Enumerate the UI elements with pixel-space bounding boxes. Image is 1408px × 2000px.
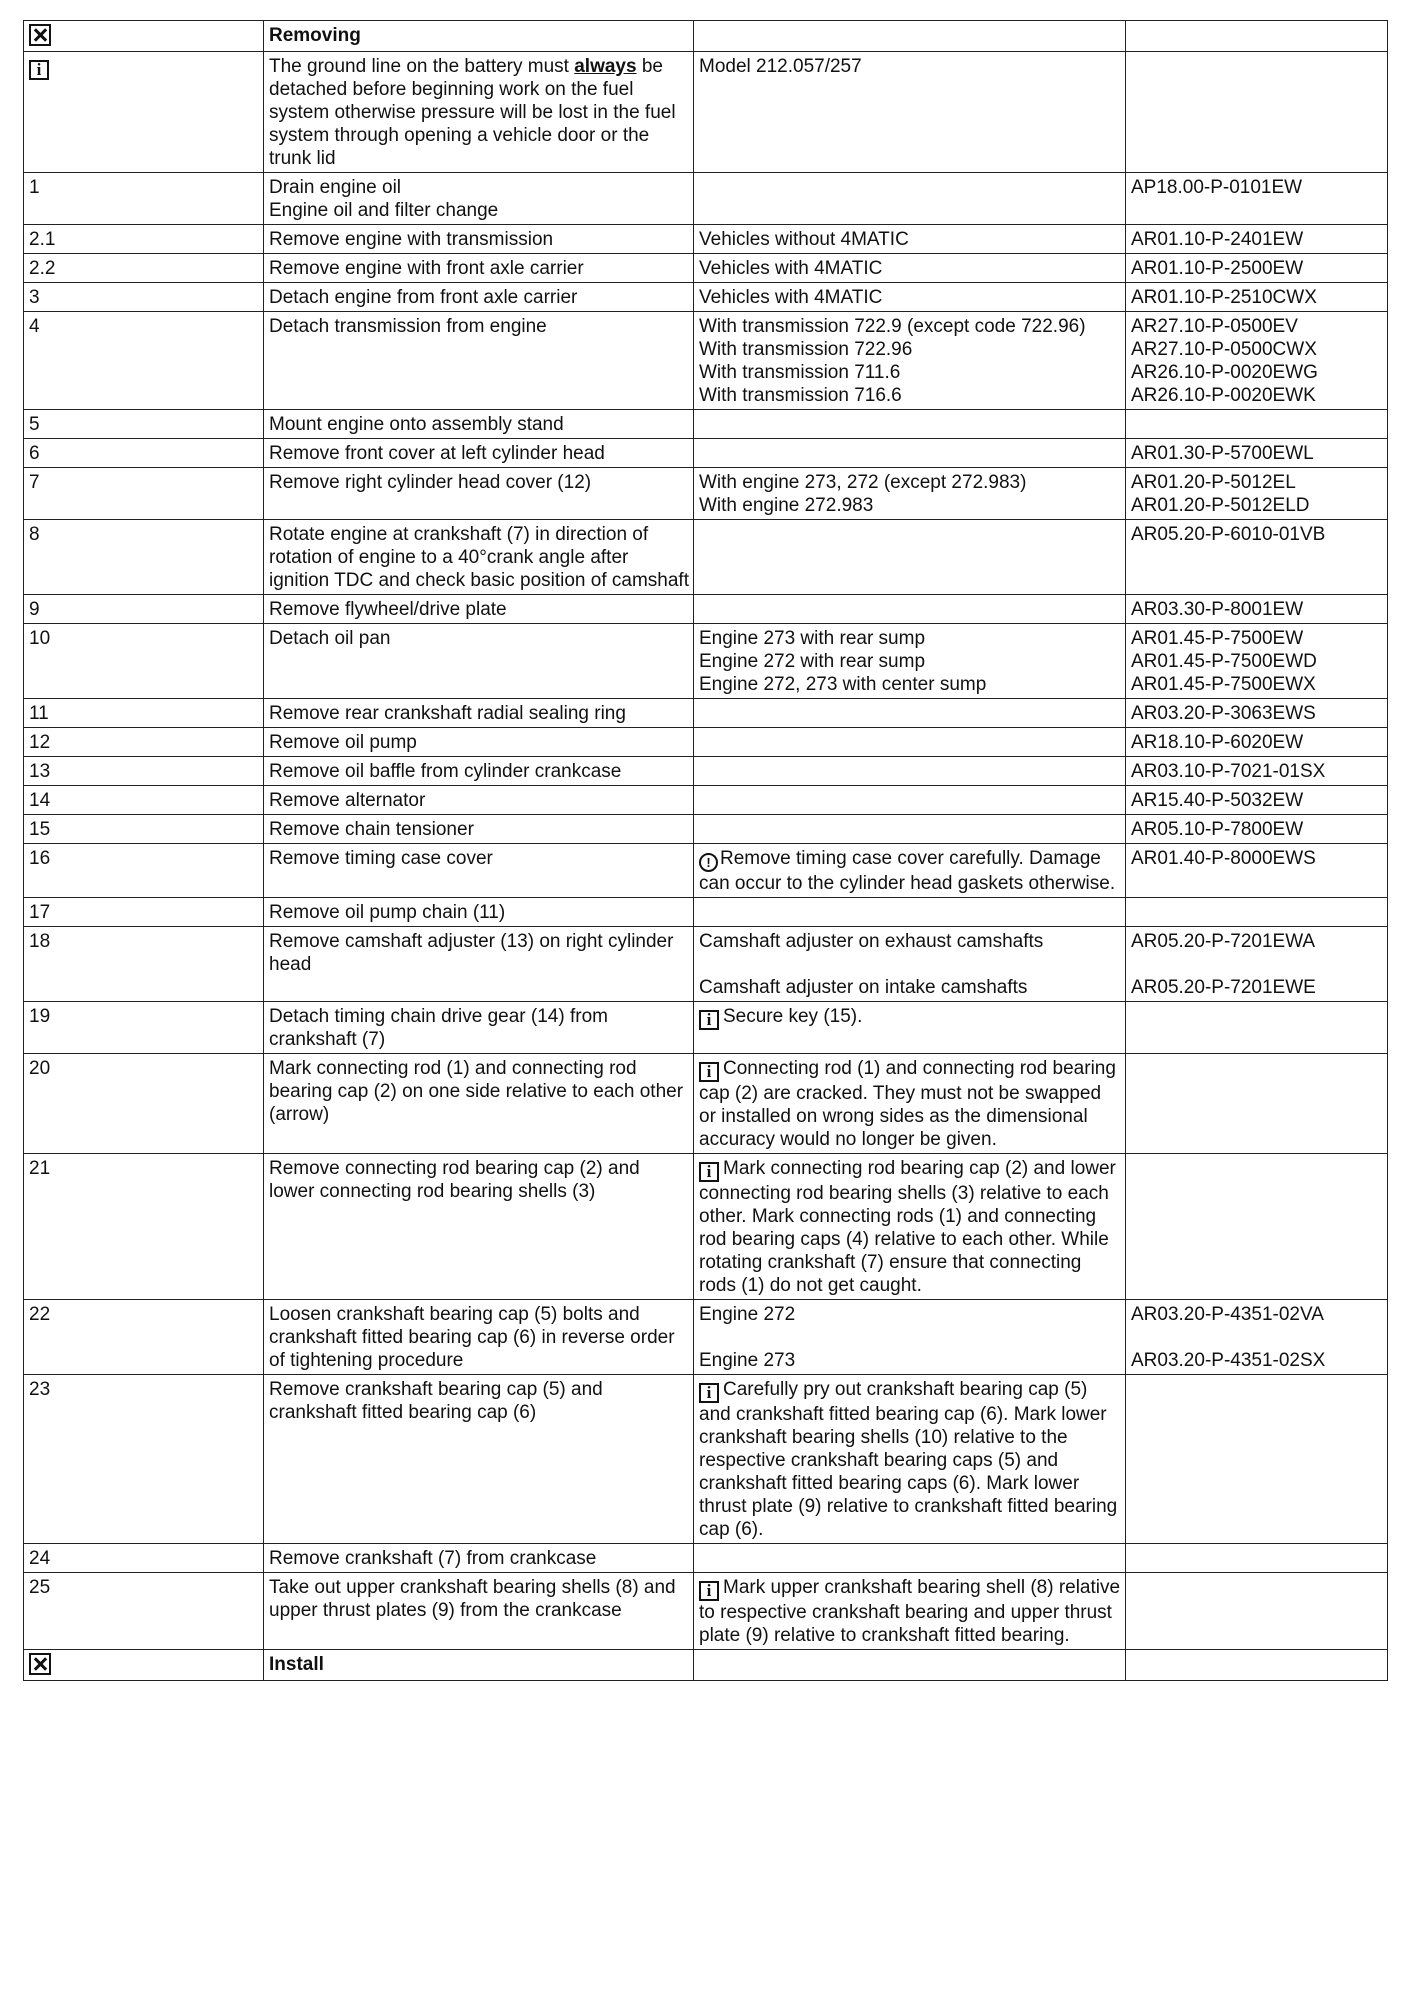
step-row (24, 1544, 1388, 1573)
condition-entry (699, 673, 1121, 696)
step-reference (1126, 1300, 1388, 1375)
step-reference (1126, 468, 1388, 520)
step-number: 8 (24, 520, 264, 595)
step-number: 16 (24, 844, 264, 898)
step-reference (1126, 1002, 1388, 1054)
step-action-line: Mark connecting rod (1) and connecting rod bearing cap (2) on one side relative to each other (arrow) (269, 1058, 684, 1125)
step-action-line: Remove camshaft adjuster (13) on right cylinder head (269, 931, 674, 975)
step-row (24, 1002, 1388, 1054)
reference-code: AR01.45-P-7500EWX (1131, 674, 1316, 695)
info-text-before: The ground line on the battery must (269, 56, 575, 77)
step-reference (1126, 1573, 1388, 1650)
step-condition (694, 595, 1126, 624)
step-action-line: Rotate engine at crankshaft (7) in direction of rotation of engine to a 40°crank angle after ignition TDC and check basic position of camshaft (269, 524, 689, 591)
step-action-line: Loosen crankshaft bearing cap (5) bolts and crankshaft fitted bearing cap (6) in reverse order of tightening procedure (269, 1304, 675, 1371)
step-number: 25 (24, 1573, 264, 1650)
reference-code: AR05.20-P-7201EWA (1131, 931, 1316, 952)
condition-text: Camshaft adjuster on intake camshafts (699, 977, 1028, 998)
step-action-line: Remove chain tensioner (269, 819, 474, 840)
reference-code: AR01.40-P-8000EWS (1131, 848, 1316, 869)
condition-entry (699, 471, 1121, 494)
step-reference (1126, 312, 1388, 410)
step-row (24, 927, 1388, 1002)
step-row (24, 624, 1388, 699)
step-row (24, 439, 1388, 468)
step-reference (1126, 728, 1388, 757)
step-condition (694, 225, 1126, 254)
step-condition (694, 898, 1126, 927)
step-reference (1126, 254, 1388, 283)
step-action (264, 927, 694, 1002)
step-reference (1126, 439, 1388, 468)
step-number: 5 (24, 410, 264, 439)
step-reference (1126, 173, 1388, 225)
step-action (264, 595, 694, 624)
condition-entry (699, 1057, 1121, 1151)
step-reference (1126, 283, 1388, 312)
condition-entry (699, 257, 1121, 280)
step-row (24, 254, 1388, 283)
step-action (264, 468, 694, 520)
step-action (264, 786, 694, 815)
step-row (24, 1375, 1388, 1544)
condition-entry (699, 1378, 1121, 1541)
condition-text: With engine 272.983 (699, 495, 874, 516)
step-number: 6 (24, 439, 264, 468)
info-icon: i (699, 1581, 719, 1601)
step-condition (694, 439, 1126, 468)
step-action (264, 898, 694, 927)
step-reference (1126, 1544, 1388, 1573)
step-condition (694, 173, 1126, 225)
condition-entry (699, 1005, 1121, 1030)
condition-entry (699, 1157, 1121, 1297)
info-text-after: be detached before beginning work on the fuel system otherwise pressure will be lost in the fuel system through opening a vehicle door or the trunk lid (269, 56, 676, 169)
step-action (264, 520, 694, 595)
procedure-table (23, 20, 1388, 1681)
condition-text: Mark upper crankshaft bearing shell (8) relative to respective crankshaft bearing and upper thrust plate (9) relative to crankshaft fitted bearing. (699, 1577, 1121, 1646)
condition-entry (699, 228, 1121, 251)
step-action (264, 1375, 694, 1544)
step-reference (1126, 1375, 1388, 1544)
step-action (264, 728, 694, 757)
info-icon: i (29, 60, 49, 80)
empty-cell (1126, 52, 1388, 173)
step-action (264, 1573, 694, 1650)
footer-row (24, 1650, 1388, 1681)
step-action-line: Remove crankshaft bearing cap (5) and crankshaft fitted bearing cap (6) (269, 1379, 603, 1423)
step-condition (694, 757, 1126, 786)
step-reference (1126, 844, 1388, 898)
step-condition (694, 844, 1126, 898)
step-condition (694, 1054, 1126, 1154)
reference-code: AR03.20-P-3063EWS (1131, 703, 1316, 724)
condition-text: With transmission 722.9 (except code 722.96) (699, 316, 1086, 337)
step-action (264, 225, 694, 254)
step-action-line: Drain engine oil (269, 177, 402, 198)
step-row (24, 225, 1388, 254)
info-icon-cell (24, 52, 264, 173)
empty-cell (1126, 21, 1388, 52)
step-number: 11 (24, 699, 264, 728)
step-action-line: Detach engine from front axle carrier (269, 287, 578, 308)
step-action-line: Remove flywheel/drive plate (269, 599, 507, 620)
step-number: 13 (24, 757, 264, 786)
step-condition (694, 283, 1126, 312)
step-row (24, 312, 1388, 410)
step-action (264, 1300, 694, 1375)
condition-text: Vehicles without 4MATIC (699, 229, 909, 250)
step-action-line: Remove oil pump chain (11) (269, 902, 506, 923)
step-row (24, 1573, 1388, 1650)
step-reference (1126, 624, 1388, 699)
reference-code: AR01.10-P-2500EW (1131, 258, 1304, 279)
step-number: 19 (24, 1002, 264, 1054)
step-action (264, 815, 694, 844)
condition-entry (699, 286, 1121, 309)
step-number: 15 (24, 815, 264, 844)
step-number: 17 (24, 898, 264, 927)
footer-icon-cell (24, 1650, 264, 1681)
step-action-line: Remove engine with transmission (269, 229, 554, 250)
reference-code: AR01.45-P-7500EWD (1131, 651, 1317, 672)
reference-code: AR26.10-P-0020EWG (1131, 362, 1318, 383)
condition-text: Connecting rod (1) and connecting rod bearing cap (2) are cracked. They must not be swapped or installed on wrong sides as the dimensional accuracy would no longer be given. (699, 1058, 1116, 1150)
condition-entry (699, 930, 1121, 953)
step-number: 23 (24, 1375, 264, 1544)
step-condition (694, 624, 1126, 699)
step-reference (1126, 225, 1388, 254)
reference-code: AR03.30-P-8001EW (1131, 599, 1304, 620)
step-row (24, 520, 1388, 595)
step-number: 21 (24, 1154, 264, 1300)
step-reference (1126, 410, 1388, 439)
tools-icon (29, 1653, 51, 1675)
step-action (264, 757, 694, 786)
step-action (264, 1054, 694, 1154)
step-reference (1126, 1054, 1388, 1154)
step-condition (694, 1375, 1126, 1544)
step-action-line: Remove timing case cover (269, 848, 493, 869)
step-number: 14 (24, 786, 264, 815)
step-condition (694, 728, 1126, 757)
section-title-install: Install (264, 1650, 694, 1681)
step-reference (1126, 927, 1388, 1002)
step-number: 3 (24, 283, 264, 312)
step-number: 9 (24, 595, 264, 624)
step-condition (694, 699, 1126, 728)
reference-code: AR01.20-P-5012ELD (1131, 495, 1310, 516)
reference-code: AR01.20-P-5012EL (1131, 472, 1296, 493)
info-icon: i (699, 1062, 719, 1082)
step-action-line: Remove oil baffle from cylinder crankcase (269, 761, 622, 782)
step-condition (694, 927, 1126, 1002)
step-action-line: Remove rear crankshaft radial sealing ring (269, 703, 626, 724)
condition-text: Engine 273 (699, 1350, 796, 1371)
step-action-line: Remove crankshaft (7) from crankcase (269, 1548, 597, 1569)
step-action-line: Take out upper crankshaft bearing shells (8) and upper thrust plates (9) from the crankcase (269, 1577, 676, 1621)
step-reference (1126, 898, 1388, 927)
reference-code: AR01.45-P-7500EW (1131, 628, 1304, 649)
condition-text: With transmission 716.6 (699, 385, 902, 406)
step-reference (1126, 815, 1388, 844)
reference-code: AR15.40-P-5032EW (1131, 790, 1304, 811)
step-action (264, 1154, 694, 1300)
step-number: 2.2 (24, 254, 264, 283)
condition-text: Engine 273 with rear sump (699, 628, 926, 649)
step-number: 18 (24, 927, 264, 1002)
reference-code: AR27.10-P-0500CWX (1131, 339, 1317, 360)
step-action-line: Remove right cylinder head cover (12) (269, 472, 592, 493)
step-number: 7 (24, 468, 264, 520)
step-action (264, 1544, 694, 1573)
step-row (24, 1054, 1388, 1154)
step-condition (694, 1300, 1126, 1375)
step-row (24, 1154, 1388, 1300)
info-icon: i (699, 1162, 719, 1182)
step-condition (694, 1154, 1126, 1300)
step-condition (694, 468, 1126, 520)
condition-text: Vehicles with 4MATIC (699, 287, 883, 308)
section-title: Removing (264, 21, 694, 52)
condition-text: Vehicles with 4MATIC (699, 258, 883, 279)
step-condition (694, 1002, 1126, 1054)
header-icon-cell (24, 21, 264, 52)
step-action-line: Remove connecting rod bearing cap (2) and lower connecting rod bearing shells (3) (269, 1158, 640, 1202)
condition-entry (699, 1303, 1121, 1326)
step-row (24, 815, 1388, 844)
step-action (264, 312, 694, 410)
condition-text: With transmission 722.96 (699, 339, 913, 360)
info-emphasis: always (574, 56, 637, 77)
step-row (24, 699, 1388, 728)
condition-text: With engine 273, 272 (except 272.983) (699, 472, 1027, 493)
reference-code: AR27.10-P-0500EV (1131, 316, 1298, 337)
empty-cell (694, 21, 1126, 52)
condition-text: Secure key (15). (723, 1006, 863, 1027)
step-reference (1126, 520, 1388, 595)
condition-text: With transmission 711.6 (699, 362, 901, 383)
info-condition: Model 212.057/257 (694, 52, 1126, 173)
step-action (264, 1002, 694, 1054)
step-number: 10 (24, 624, 264, 699)
step-action-line: Detach oil pan (269, 628, 391, 649)
empty-cell (694, 1650, 1126, 1681)
warning-icon: ! (699, 853, 718, 872)
step-action-line: Remove alternator (269, 790, 426, 811)
step-row (24, 283, 1388, 312)
condition-entry (699, 315, 1121, 338)
step-number: 12 (24, 728, 264, 757)
step-condition (694, 786, 1126, 815)
step-action (264, 410, 694, 439)
step-action (264, 699, 694, 728)
step-number: 2.1 (24, 225, 264, 254)
step-condition (694, 1544, 1126, 1573)
step-row (24, 410, 1388, 439)
step-action-line: Remove oil pump (269, 732, 417, 753)
info-row (24, 52, 1388, 173)
step-row (24, 786, 1388, 815)
step-reference (1126, 595, 1388, 624)
condition-entry (699, 976, 1121, 999)
condition-text: Camshaft adjuster on exhaust camshafts (699, 931, 1044, 952)
reference-code: AR26.10-P-0020EWK (1131, 385, 1316, 406)
step-reference (1126, 699, 1388, 728)
condition-text: Remove timing case cover carefully. Damage can occur to the cylinder head gaskets otherwise. (699, 848, 1116, 894)
step-number: 20 (24, 1054, 264, 1154)
step-number: 1 (24, 173, 264, 225)
reference-code: AR01.10-P-2401EW (1131, 229, 1304, 250)
step-action-line: Detach timing chain drive gear (14) from crankshaft (7) (269, 1006, 608, 1050)
reference-code: AR01.10-P-2510CWX (1131, 287, 1317, 308)
step-condition (694, 254, 1126, 283)
step-action (264, 439, 694, 468)
step-action (264, 844, 694, 898)
reference-code: AR03.20-P-4351-02VA (1131, 1304, 1324, 1325)
procedure-table-body (24, 21, 1388, 1681)
step-action-line: Remove front cover at left cylinder head (269, 443, 605, 464)
step-action-line: Engine oil and filter change (269, 200, 499, 221)
info-icon: i (699, 1010, 719, 1030)
step-row (24, 468, 1388, 520)
condition-text: Engine 272 (699, 1304, 796, 1325)
empty-cell (1126, 1650, 1388, 1681)
reference-code: AR05.20-P-6010-01VB (1131, 524, 1326, 545)
step-action-line: Detach transmission from engine (269, 316, 547, 337)
condition-entry (699, 1349, 1121, 1372)
reference-code: AR05.10-P-7800EW (1131, 819, 1304, 840)
step-row (24, 757, 1388, 786)
condition-entry (699, 650, 1121, 673)
reference-code: AR03.20-P-4351-02SX (1131, 1350, 1326, 1371)
info-text (264, 52, 694, 173)
step-action-line: Mount engine onto assembly stand (269, 414, 564, 435)
step-reference (1126, 1154, 1388, 1300)
step-row (24, 595, 1388, 624)
condition-entry (699, 384, 1121, 407)
step-action (264, 254, 694, 283)
step-reference (1126, 757, 1388, 786)
condition-entry (699, 1576, 1121, 1647)
step-condition (694, 312, 1126, 410)
step-row (24, 844, 1388, 898)
step-reference (1126, 786, 1388, 815)
step-action (264, 173, 694, 225)
step-number: 22 (24, 1300, 264, 1375)
condition-text: Mark connecting rod bearing cap (2) and lower connecting rod bearing shells (3) relative to each other. Mark connecting rods (1) and connecting rod bearing caps (4) relative to each other. While rotating crankshaft (7) ensure that connecting rods (1) do not get caught. (699, 1158, 1116, 1296)
condition-entry (699, 847, 1121, 895)
step-number: 4 (24, 312, 264, 410)
condition-text: Engine 272 with rear sump (699, 651, 926, 672)
condition-text: Carefully pry out crankshaft bearing cap (5) and crankshaft fitted bearing cap (6). Mark lower crankshaft bearing shells (10) relative to the respective crankshaft bearing caps (5) and crankshaft fitted bearing caps (6). Mark lower thrust plate (9) relative to crankshaft fitted bearing cap (6). (699, 1379, 1118, 1540)
reference-code: AP18.00-P-0101EW (1131, 177, 1303, 198)
reference-code: AR03.10-P-7021-01SX (1131, 761, 1326, 782)
step-action (264, 283, 694, 312)
condition-entry (699, 627, 1121, 650)
condition-entry (699, 361, 1121, 384)
step-row (24, 173, 1388, 225)
tools-icon (29, 24, 51, 46)
step-condition (694, 815, 1126, 844)
step-condition (694, 410, 1126, 439)
reference-code: AR18.10-P-6020EW (1131, 732, 1304, 753)
step-condition (694, 1573, 1126, 1650)
header-row (24, 21, 1388, 52)
step-action (264, 624, 694, 699)
step-action-line: Remove engine with front axle carrier (269, 258, 584, 279)
step-row (24, 728, 1388, 757)
step-row (24, 898, 1388, 927)
reference-code: AR01.30-P-5700EWL (1131, 443, 1314, 464)
condition-entry (699, 494, 1121, 517)
step-number: 24 (24, 1544, 264, 1573)
step-condition (694, 520, 1126, 595)
reference-code: AR05.20-P-7201EWE (1131, 977, 1316, 998)
info-icon: i (699, 1383, 719, 1403)
condition-entry (699, 338, 1121, 361)
condition-text: Engine 272, 273 with center sump (699, 674, 987, 695)
step-row (24, 1300, 1388, 1375)
